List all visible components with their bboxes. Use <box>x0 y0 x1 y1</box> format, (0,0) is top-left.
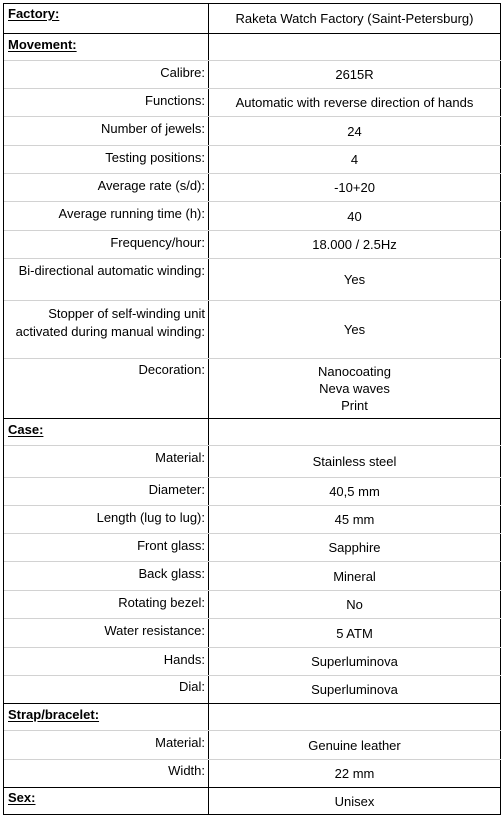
row-label: Back glass: <box>138 566 205 581</box>
table-row <box>4 202 501 231</box>
row-label: Frequency/hour: <box>110 235 205 250</box>
movement-section-row <box>4 34 501 61</box>
sex-heading: Sex: <box>8 790 36 805</box>
row-label: Bi-directional automatic winding: <box>18 263 205 278</box>
row-value: 22 mm <box>334 766 375 781</box>
row-value: 4 <box>350 152 359 167</box>
row-label: Dial: <box>178 679 205 694</box>
case-heading: Case: <box>8 422 44 437</box>
row-label: Material: <box>155 450 205 465</box>
row-value: Superluminova <box>311 682 398 697</box>
row-value: 40,5 mm <box>329 484 380 499</box>
row-label: Diameter: <box>148 482 205 497</box>
movement-empty-cell <box>209 34 501 60</box>
row-value: No <box>346 597 363 612</box>
factory-value: Raketa Watch Factory (Saint-Petersburg) <box>235 11 474 26</box>
table-row <box>4 146 501 174</box>
row-label: Calibre: <box>160 65 205 80</box>
row-label: Material: <box>155 735 205 750</box>
strap-label-cell <box>4 704 209 730</box>
table-row <box>4 506 501 534</box>
row-label: Width: <box>168 763 205 778</box>
sex-label-cell <box>4 788 209 814</box>
factory-row <box>4 4 501 34</box>
table-row <box>4 731 501 760</box>
factory-label-cell <box>4 4 209 33</box>
row-label: Testing positions: <box>105 150 205 165</box>
table-row <box>4 231 501 259</box>
sex-row <box>4 788 501 815</box>
sex-value: Unisex <box>334 793 375 809</box>
row-value: Mineral <box>333 568 376 584</box>
row-label: Water resistance: <box>104 623 205 638</box>
table-row <box>4 174 501 202</box>
table-row <box>4 562 501 591</box>
row-value: -10+20 <box>334 180 375 195</box>
row-value: Genuine leather <box>308 737 401 753</box>
table-row <box>4 89 501 117</box>
row-value: 5 ATM <box>336 625 373 641</box>
row-value: Stainless steel <box>312 454 397 469</box>
row-label-line1: Stopper of self-winding unit <box>48 306 205 321</box>
row-value: 18.000 / 2.5Hz <box>312 237 397 252</box>
row-label: Decoration: <box>138 362 205 377</box>
table-row <box>4 760 501 788</box>
row-value: 45 mm <box>334 512 375 527</box>
row-value: 24 <box>347 123 362 139</box>
table-row <box>4 359 501 419</box>
strap-empty-cell <box>209 704 501 730</box>
row-label: Length (lug to lug): <box>96 510 205 525</box>
case-label-cell <box>4 419 209 445</box>
strap-heading: Strap/bracelet: <box>8 707 100 722</box>
table-row <box>4 478 501 506</box>
table-row <box>4 619 501 648</box>
table-row <box>4 301 501 359</box>
table-row <box>4 446 501 478</box>
movement-label-cell <box>4 34 209 60</box>
case-section-row <box>4 419 501 446</box>
table-row <box>4 591 501 619</box>
decoration-value: Neva waves <box>319 381 390 396</box>
row-label: Functions: <box>145 93 205 108</box>
decoration-value: Nanocoating <box>318 364 391 379</box>
factory-heading: Factory: <box>8 6 60 21</box>
row-label: Front glass: <box>137 538 205 553</box>
decoration-value: Print <box>341 398 368 413</box>
case-empty-cell <box>209 419 501 445</box>
row-value: Sapphire <box>328 540 381 555</box>
table-row <box>4 259 501 301</box>
table-row <box>4 61 501 89</box>
row-value: Superluminova <box>311 654 398 669</box>
row-label: Average rate (s/d): <box>97 178 205 193</box>
row-label-line2: activated during manual winding: <box>15 324 205 339</box>
table-row <box>4 534 501 562</box>
row-label: Average running time (h): <box>58 206 205 221</box>
row-value: Automatic with reverse direction of hands <box>235 95 474 110</box>
movement-heading: Movement: <box>8 37 77 52</box>
strap-section-row <box>4 704 501 731</box>
sex-value-cell <box>209 788 501 814</box>
row-value: Yes <box>343 272 366 287</box>
row-value: 2615R <box>335 67 374 82</box>
spec-table <box>3 3 501 815</box>
table-row <box>4 117 501 146</box>
row-value: Yes <box>343 322 366 337</box>
row-value: 40 <box>347 208 362 224</box>
table-row <box>4 676 501 704</box>
row-label: Number of jewels: <box>100 121 205 136</box>
factory-value-cell <box>209 4 501 33</box>
table-row <box>4 648 501 676</box>
row-label: Hands: <box>163 652 205 667</box>
row-label: Rotating bezel: <box>118 595 205 610</box>
